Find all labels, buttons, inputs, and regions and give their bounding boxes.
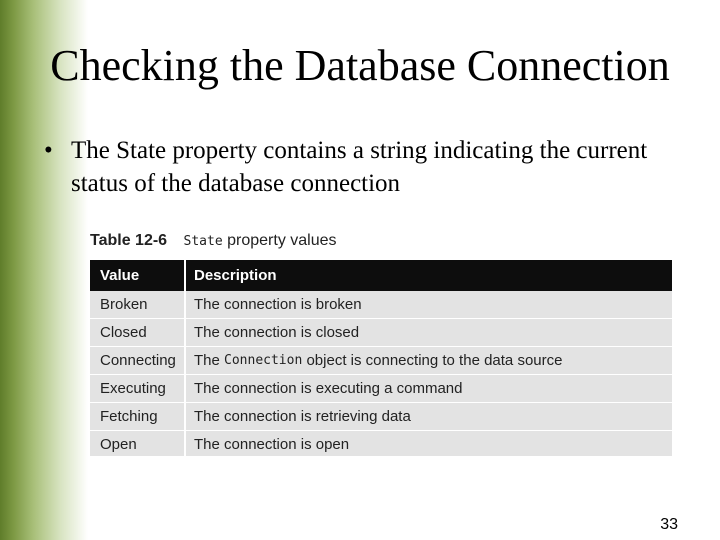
desc-code: Connection [224,353,303,368]
cell-value: Fetching [90,403,186,430]
cell-description [186,403,672,430]
bullet-text: The State property contains a string indicating the current status of the database connection [71,137,648,197]
desc-text: The [194,352,225,369]
cell-description [186,347,672,374]
cell-value: Executing [90,375,186,402]
cell-description [186,291,672,318]
slide-title: Checking the Database Connection [50,41,670,90]
cell-description [186,319,672,346]
table-caption [90,232,337,250]
cell-value: Open [90,431,186,458]
desc-text: The connection is broken [194,296,362,313]
table-row [90,319,672,347]
desc-text: The connection is executing a command [194,380,463,397]
table-caption-number: Table 12-6 [90,232,168,249]
cell-value: Connecting [90,347,186,374]
table-header-row [90,260,672,291]
table-caption-text: property values [227,232,337,249]
table-row [90,403,672,431]
cell-value: Closed [90,319,186,346]
table-row [90,375,672,403]
table-row [90,291,672,319]
bullet-item [44,134,684,200]
page-number: 33 [660,516,678,533]
bullet-dot: • [44,137,53,164]
header-description: Description [194,267,277,284]
desc-text: The connection is open [194,436,350,453]
table-caption-code: State [183,234,223,249]
desc-text: The connection is retrieving data [194,408,411,425]
desc-text-rest: object is connecting to the data source [302,352,563,369]
cell-description [186,375,672,402]
table-row [90,347,672,375]
cell-value: Broken [90,291,186,318]
state-values-table [90,260,672,456]
desc-text: The connection is closed [194,324,360,341]
cell-description [186,431,672,458]
table-row [90,431,672,459]
header-value: Value [90,260,186,291]
